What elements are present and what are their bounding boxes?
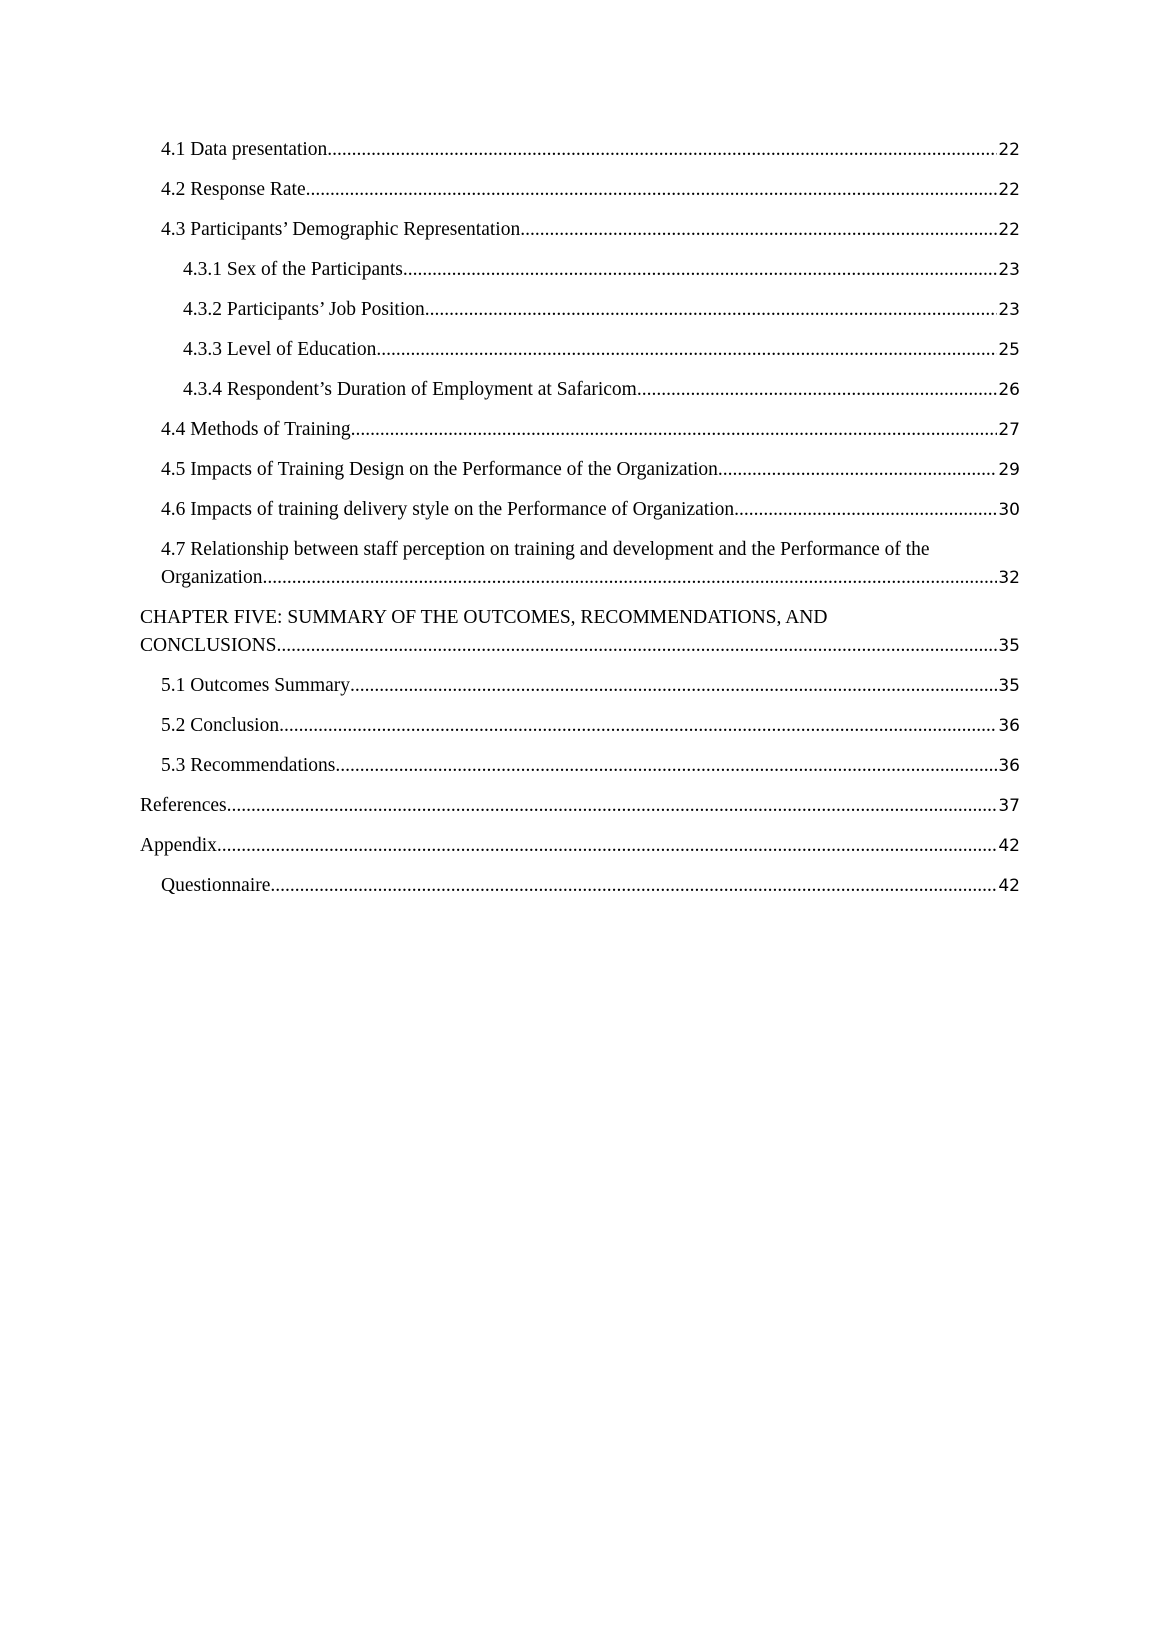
toc-entry-title: 4.1 Data presentation [161,139,328,160]
toc-entry-title-line2: CONCLUSIONS [140,635,277,656]
dot-leader [262,564,997,592]
toc-entry-4-2[interactable] [140,176,1020,204]
toc-entry-4-3-4[interactable] [140,376,1020,404]
toc-page-number: 36 [998,716,1020,736]
toc-page-number: 26 [998,380,1020,400]
toc-entry-title: 4.3.2 Participants’ Job Position [183,299,425,320]
toc-entry-4-6[interactable] [140,496,1020,524]
toc-entry-title: 4.3 Participants’ Demographic Representation [161,219,521,240]
toc-entry-title: 4.2 Response Rate [161,179,306,200]
dot-leader [335,752,997,780]
toc-entry-5-3[interactable] [140,752,1020,780]
toc-page-number: 25 [998,340,1020,360]
toc-page-number: 27 [998,420,1020,440]
dot-leader [425,296,998,324]
dot-leader [350,672,997,700]
toc-page-number: 23 [998,300,1020,320]
toc-entry-4-3-2[interactable] [140,296,1020,324]
toc-entry-title: 5.2 Conclusion [161,715,280,736]
toc-page-number: 36 [998,756,1020,776]
toc-page-number: 29 [998,460,1020,480]
dot-leader [327,136,997,164]
toc-entry-title: References [140,795,227,816]
toc-entry-title: 4.3.3 Level of Education [183,339,377,360]
toc-entry-title-line1: CHAPTER FIVE: SUMMARY OF THE OUTCOMES, RECOMMENDATIONS, AND [140,607,828,628]
toc-entry-4-3-3[interactable] [140,336,1020,364]
toc-entry-4-1[interactable] [140,136,1020,164]
toc-entry-5-2[interactable] [140,712,1020,740]
dot-leader [403,256,997,284]
dot-leader [306,176,998,204]
toc-entry-4-3-1[interactable] [140,256,1020,284]
toc-page-number: 37 [998,796,1020,816]
toc-entry-4-5[interactable] [140,456,1020,484]
dot-leader [351,416,998,444]
toc-entry-title: 5.3 Recommendations [161,755,336,776]
table-of-contents [140,136,1020,912]
toc-entry-appendix[interactable] [140,832,1020,860]
dot-leader [637,376,998,404]
toc-entry-title: Appendix [140,835,217,856]
toc-entry-4-4[interactable] [140,416,1020,444]
toc-page-number: 22 [998,180,1020,200]
toc-entry-chapter-five[interactable] [140,604,1020,660]
toc-page-number: 42 [998,876,1020,896]
toc-page-number: 35 [998,676,1020,696]
toc-entry-title: 4.6 Impacts of training delivery style on the Performance of Organization [161,499,735,520]
toc-page-number: 22 [998,220,1020,240]
dot-leader [734,496,997,524]
dot-leader [217,832,997,860]
toc-page-number: 30 [998,500,1020,520]
toc-page-number: 35 [998,636,1020,656]
toc-entry-title: 4.5 Impacts of Training Design on the Performance of the Organization [161,459,718,480]
dot-leader [376,336,997,364]
toc-entry-title: 5.1 Outcomes Summary [161,675,351,696]
toc-entry-title: 4.4 Methods of Training [161,419,351,440]
toc-entry-title-line1: 4.7 Relationship between staff perception on training and development and the Performance of the [161,539,930,560]
dot-leader [270,872,997,900]
dot-leader [279,712,997,740]
toc-entry-4-7[interactable] [140,536,1020,592]
toc-page-number: 42 [998,836,1020,856]
toc-entry-5-1[interactable] [140,672,1020,700]
toc-page-number: 23 [998,260,1020,280]
toc-page-number: 32 [998,568,1020,588]
toc-entry-title: 4.3.4 Respondent’s Duration of Employment at Safaricom [183,379,637,400]
toc-entry-title-line2: Organization [161,567,263,588]
toc-entry-4-3[interactable] [140,216,1020,244]
toc-entry-title: Questionnaire [161,875,271,896]
toc-entry-references[interactable] [140,792,1020,820]
toc-entry-title: 4.3.1 Sex of the Participants [183,259,403,280]
dot-leader [227,792,998,820]
dot-leader [520,216,997,244]
toc-page-number: 22 [998,140,1020,160]
dot-leader [718,456,997,484]
toc-entry-questionnaire[interactable] [140,872,1020,900]
dot-leader [277,632,998,660]
